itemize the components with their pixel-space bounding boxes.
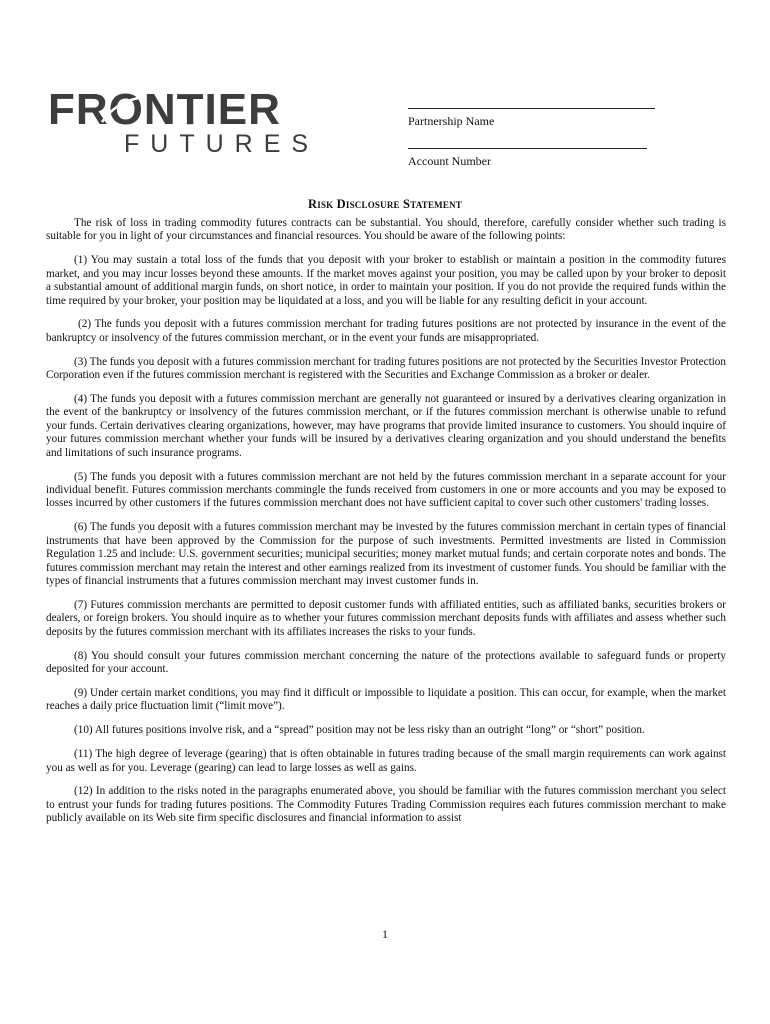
partnership-name-field[interactable] xyxy=(408,108,655,129)
account-number-label: Account Number xyxy=(408,154,491,168)
paragraph-7: (7) Futures commission merchants are permitted to deposit customer funds with affiliated entities, such as affiliated banks, securities brokers or dealers, or foreign brokers. You should inquire as to whether your futures commission merchant deposits funds with affiliates and assess whether such deposits by the futures commission merchant with its affiliates increases the risks to your funds. xyxy=(46,598,726,638)
frontier-futures-logo xyxy=(48,85,320,158)
paragraph-6: (6) The funds you deposit with a futures commission merchant may be invested by the futures commission merchant in certain types of financial instruments that have been approved by the Commission for the purpose of such investments. Permitted investments are listed in Commission Regulation 1.25 and include: U.S. government securities; municipal securities; money market mutual funds; and certain corporate notes and bonds. The futures commission merchant may retain the interest and other earnings realized from its investment of customer funds. You should be familiar with the types of financial instruments that a futures commission merchant may invest customer funds in. xyxy=(46,521,726,587)
page-number: 1 xyxy=(382,927,388,941)
logo-wordmark-futures: FUTURES xyxy=(124,130,320,158)
paragraph-8: (8) You should consult your futures commission merchant concerning the nature of the protections available to safeguard funds or property deposited for your account. xyxy=(46,649,726,675)
document-title: Risk Disclosure Statement xyxy=(308,197,462,211)
partnership-name-line[interactable] xyxy=(408,108,655,109)
paragraph-4: (4) The funds you deposit with a futures commission merchant are generally not guaranteed or insured by a derivatives clearing organization in the event of the bankruptcy or insolvency of the futures commission merchant, or if the futures commission merchant is otherwise unable to refund your funds. Certain derivatives clearing organizations, however, may have programs that provide limited insurance to customers. You should inquire of your futures commission merchant whether your funds will be insured by a derivatives clearing organization and you should understand the benefits and limitations of such insurance programs. xyxy=(46,393,726,459)
paragraph-2: (2) The funds you deposit with a futures commission merchant for trading futures positions are not protected by insurance in the event of the bankruptcy or insolvency of the futures commission merchant, or in the event your funds are misappropriated. xyxy=(46,318,726,344)
partnership-name-label: Partnership Name xyxy=(408,114,495,128)
account-number-field[interactable] xyxy=(408,148,647,169)
intro-paragraph: The risk of loss in trading commodity futures contracts can be substantial. You should, therefore, carefully consider whether such trading is suitable for you in light of your circumstances and financial resources. You should be aware of the following points: xyxy=(46,217,726,243)
paragraph-9: (9) Under certain market conditions, you may find it difficult or impossible to liquidate a position. This can occur, for example, when the market reaches a daily price fluctuation limit (“limit move”). xyxy=(46,686,726,713)
logo-wordmark-frontier: FRONTIER xyxy=(48,85,281,134)
paragraph-12: (12) In addition to the risks noted in the paragraphs enumerated above, you should be familiar with the futures commission merchant you select to entrust your funds for trading futures positions. The Commodity Futures Trading Commission requires each futures commission merchant to make publicly available on its Web site firm specific disclosures and financial information to assist xyxy=(46,785,726,825)
paragraph-3: (3) The funds you deposit with a futures commission merchant for trading futures positions are not protected by the Securities Investor Protection Corporation even if the futures commission merchant is registered with the Securities and Exchange Commission as a broker or dealer. xyxy=(46,355,726,382)
account-number-line[interactable] xyxy=(408,148,647,149)
paragraph-10: (10) All futures positions involve risk, and a “spread” position may not be less risky than an outright “long” or “short” position. xyxy=(74,724,645,737)
disclosure-body xyxy=(46,217,726,836)
paragraph-5: (5) The funds you deposit with a futures commission merchant are not held by the futures commission merchant in a separate account for your individual benefit. Futures commission merchants commingle the funds received from customers in one or more accounts and you may be exposed to losses incurred by other customers if the futures commission merchant does not have sufficient capital to cover such other customers' trading losses. xyxy=(46,470,726,510)
logo-swoosh-icon xyxy=(100,96,140,126)
paragraph-1: (1) You may sustain a total loss of the funds that you deposit with your broker to establish or maintain a position in the commodity futures market, and you may incur losses beyond these amounts. If the market moves against your position, you may be called upon by your broker to deposit a substantial amount of additional margin funds, on short notice, in order to maintain your position. If you do not provide the required funds within the time required by your broker, your position may be liquidated at a loss, and you will be liable for any resulting deficit in your account. xyxy=(46,254,726,307)
paragraph-11: (11) The high degree of leverage (gearing) that is often obtainable in futures trading because of the small margin requirements can work against you as well as for you. Leverage (gearing) can lead to large losses as well as gains. xyxy=(46,748,726,774)
